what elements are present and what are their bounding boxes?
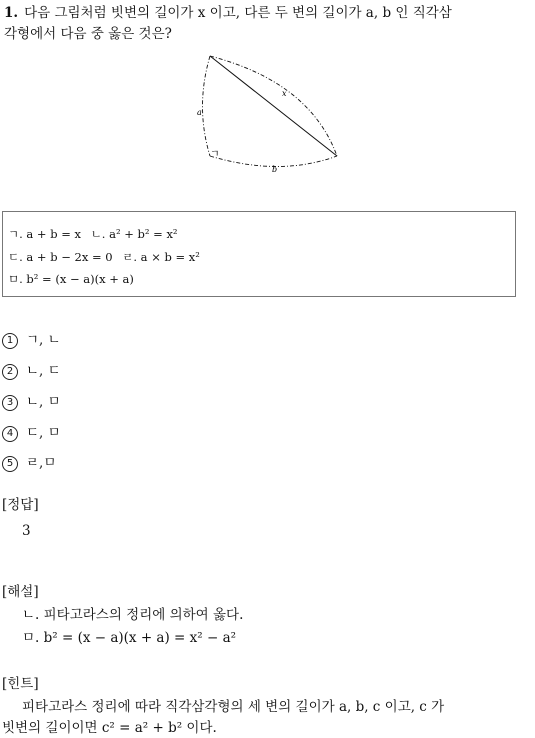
- hypotenuse-line: [210, 56, 337, 156]
- label-x: x: [282, 89, 287, 98]
- right-angle-mark: ㄱ: [210, 149, 220, 160]
- question-number: 1.: [4, 5, 19, 21]
- option-text-2: ㄴ, ㄷ: [26, 363, 61, 379]
- answer-value: 3: [22, 523, 31, 539]
- question-line-1: [4, 3, 452, 23]
- option-number-2: 2: [2, 364, 18, 380]
- option-1[interactable]: [2, 331, 61, 349]
- option-text-5: ㄹ,ㅁ: [26, 455, 57, 471]
- right-triangle-figure: [190, 52, 350, 177]
- option-2[interactable]: [2, 362, 61, 380]
- option-3[interactable]: [2, 393, 61, 411]
- explanation-line-2: ㅁ. b² = (x − a)(x + a) = x² − a²: [22, 630, 237, 646]
- side-a-line: [203, 56, 211, 156]
- condition-digeut: ㄷ. a + b − 2x = 0: [8, 250, 113, 264]
- option-5[interactable]: [2, 454, 56, 472]
- hint-line-1: 피타고라스 정리에 따라 직각삼각형의 세 변의 길이가 a, b, c 이고, c 가: [22, 699, 445, 715]
- condition-rieul: ㄹ. a × b = x²: [122, 250, 200, 264]
- conditions-box: [2, 211, 516, 297]
- option-text-4: ㄷ, ㅁ: [26, 425, 61, 441]
- answer-heading: [정답]: [2, 497, 39, 513]
- question-text-1: 다음 그림처럼 빗변의 길이가 x 이고, 다른 두 변의 길이가 a, b 인 직각삼: [24, 5, 452, 21]
- condition-giyeok: ㄱ. a + b = x: [8, 227, 82, 241]
- option-text-1: ㄱ, ㄴ: [26, 332, 61, 348]
- label-b: b: [272, 165, 278, 174]
- option-number-1: 1: [2, 333, 18, 349]
- condition-mieum: ㅁ. b² = (x − a)(x + a): [8, 272, 134, 286]
- option-text-3: ㄴ, ㅁ: [26, 394, 61, 410]
- explanation-line-1: ㄴ. 피타고라스의 정리에 의하여 옳다.: [22, 607, 244, 623]
- question-text-2: 각형에서 다음 중 옳은 것은?: [4, 26, 172, 42]
- hint-line-2: 빗변의 길이이면 c² = a² + b² 이다.: [2, 720, 217, 736]
- label-a: a: [197, 108, 202, 117]
- explanation-heading: [해설]: [2, 584, 39, 600]
- option-number-4: 4: [2, 426, 18, 442]
- condition-nieun: ㄴ. a² + b² = x²: [90, 227, 178, 241]
- option-number-3: 3: [2, 395, 18, 411]
- option-number-5: 5: [2, 456, 18, 472]
- option-4[interactable]: [2, 424, 61, 442]
- hint-heading: [힌트]: [2, 676, 39, 692]
